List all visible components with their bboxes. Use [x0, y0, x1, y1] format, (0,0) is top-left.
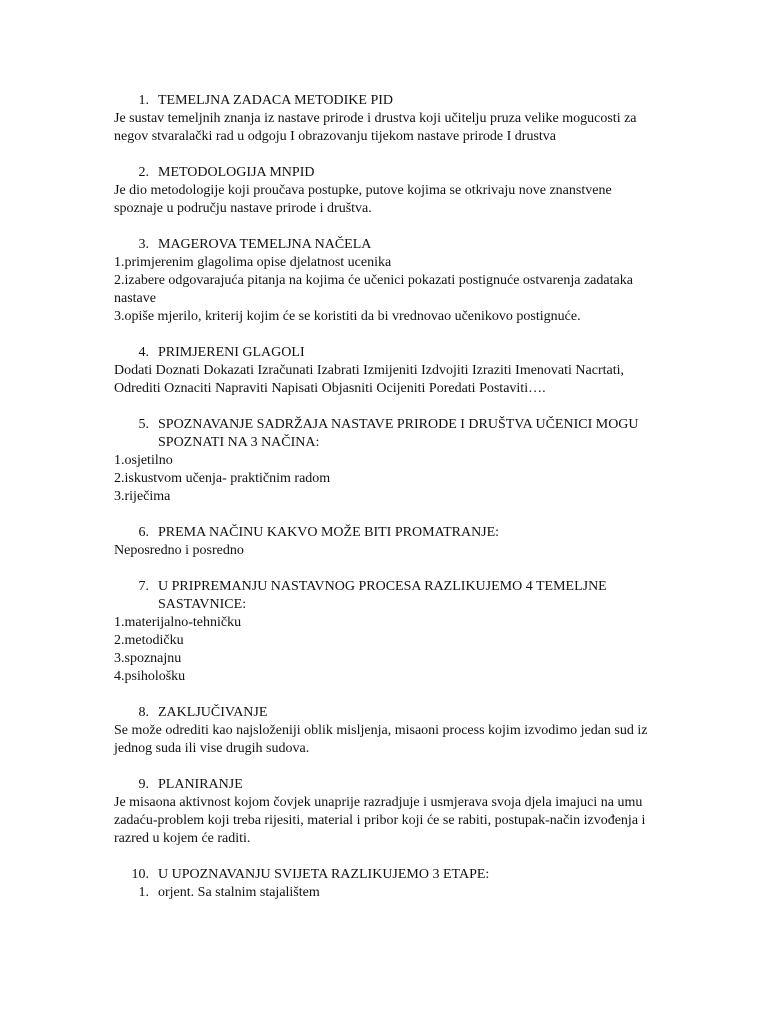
section-heading [114, 866, 654, 884]
section-text: Dodati Doznati Dokazati Izračunati Izabrati Izmijeniti Izdvojiti Izraziti Imenovati Nacrtati, Odrediti Oznaciti Napraviti Napisati Objasniti Ocijeniti Poredati Postaviti…. [114, 363, 624, 396]
section-heading [114, 776, 654, 794]
section-7 [114, 578, 654, 686]
section-text: 2.izabere odgovarajuća pitanja na kojima će učenici pokazati postignuće ostvarenja zadataka nastave [114, 273, 633, 306]
section-9 [114, 776, 654, 848]
section-10 [114, 866, 654, 902]
section-title: TEMELJNA ZADACA METODIKE PID [158, 93, 394, 108]
section-8 [114, 704, 654, 758]
section-text: 3.spoznajnu [114, 651, 182, 666]
section-number: 1. [138, 93, 149, 108]
section-3 [114, 236, 654, 326]
sub-list-item [114, 884, 654, 902]
section-number: 9. [138, 777, 149, 792]
section-heading [114, 578, 654, 614]
section-heading [114, 344, 654, 362]
section-6 [114, 524, 654, 560]
section-title: METODOLOGIJA MNPID [158, 165, 315, 180]
section-text: 1.osjetilno [114, 453, 173, 468]
section-heading [114, 236, 654, 254]
section-title: U UPOZNAVANJU SVIJETA RAZLIKUJEMO 3 ETAPE: [158, 867, 490, 882]
section-number: 7. [138, 579, 149, 594]
section-text: Je sustav temeljnih znanja iz nastave prirode i drustva koji učitelju pruza velike mogucosti za negov stvaralački rad u odgoju I obrazovanju tijekom nastave prirode I drustva [114, 111, 637, 144]
section-2 [114, 164, 654, 218]
section-text: Se može odrediti kao najsloženiji oblik misljenja, misaoni process kojim izvodimo jedan sud iz jednog suda ili vise drugih sudova. [114, 723, 648, 756]
section-text: 1.materijalno-tehničku [114, 615, 242, 630]
section-text: Neposredno i posredno [114, 543, 244, 558]
section-heading [114, 416, 654, 452]
sub-item-text: orjent. Sa stalnim stajalištem [158, 885, 320, 900]
section-number: 2. [138, 165, 149, 180]
document-body [114, 92, 654, 920]
sub-item-number: 1. [138, 885, 149, 900]
section-heading [114, 92, 654, 110]
section-heading [114, 704, 654, 722]
section-number: 4. [138, 345, 149, 360]
section-text: Je misaona aktivnost kojom čovjek unaprije razradjuje i usmjerava svoja djela imajuci na umu zadaću-problem koji treba rijesiti, material i pribor koji će se rabiti, postupak-način izvođenja i razred u kojem će raditi. [114, 795, 646, 846]
section-number: 8. [138, 705, 149, 720]
section-title: PLANIRANJE [158, 777, 243, 792]
section-title: ZAKLJUČIVANJE [158, 705, 268, 720]
section-title: U PRIPREMANJU NASTAVNOG PROCESA RAZLIKUJEMO 4 TEMELJNE SASTAVNICE: [158, 579, 607, 612]
section-text: 2.metodičku [114, 633, 184, 648]
section-4 [114, 344, 654, 398]
section-heading [114, 164, 654, 182]
section-1 [114, 92, 654, 146]
section-5 [114, 416, 654, 506]
section-title: PRIMJERENI GLAGOLI [158, 345, 305, 360]
section-heading [114, 524, 654, 542]
section-number: 10. [131, 867, 149, 882]
section-number: 5. [138, 417, 149, 432]
section-title: PREMA NAČINU KAKVO MOŽE BITI PROMATRANJE: [158, 525, 500, 540]
section-title: SPOZNAVANJE SADRŽAJA NASTAVE PRIRODE I DRUŠTVA UČENICI MOGU SPOZNATI NA 3 NAČINA: [158, 417, 639, 450]
section-text: 3.opiše mjerilo, kriterij kojim će se koristiti da bi vrednovao učenikovo postignuće. [114, 309, 581, 324]
section-text: 1.primjerenim glagolima opise djelatnost ucenika [114, 255, 392, 270]
section-title: MAGEROVA TEMELJNA NAČELA [158, 237, 372, 252]
section-text: 2.iskustvom učenja- praktičnim radom [114, 471, 331, 486]
section-text: 4.psihološku [114, 669, 186, 684]
section-number: 3. [138, 237, 149, 252]
section-number: 6. [138, 525, 149, 540]
section-text: 3.riječima [114, 489, 171, 504]
section-text: Je dio metodologije koji proučava postupke, putove kojima se otkrivaju nove znanstvene spoznaje u području nastave prirode i društva. [114, 183, 612, 216]
